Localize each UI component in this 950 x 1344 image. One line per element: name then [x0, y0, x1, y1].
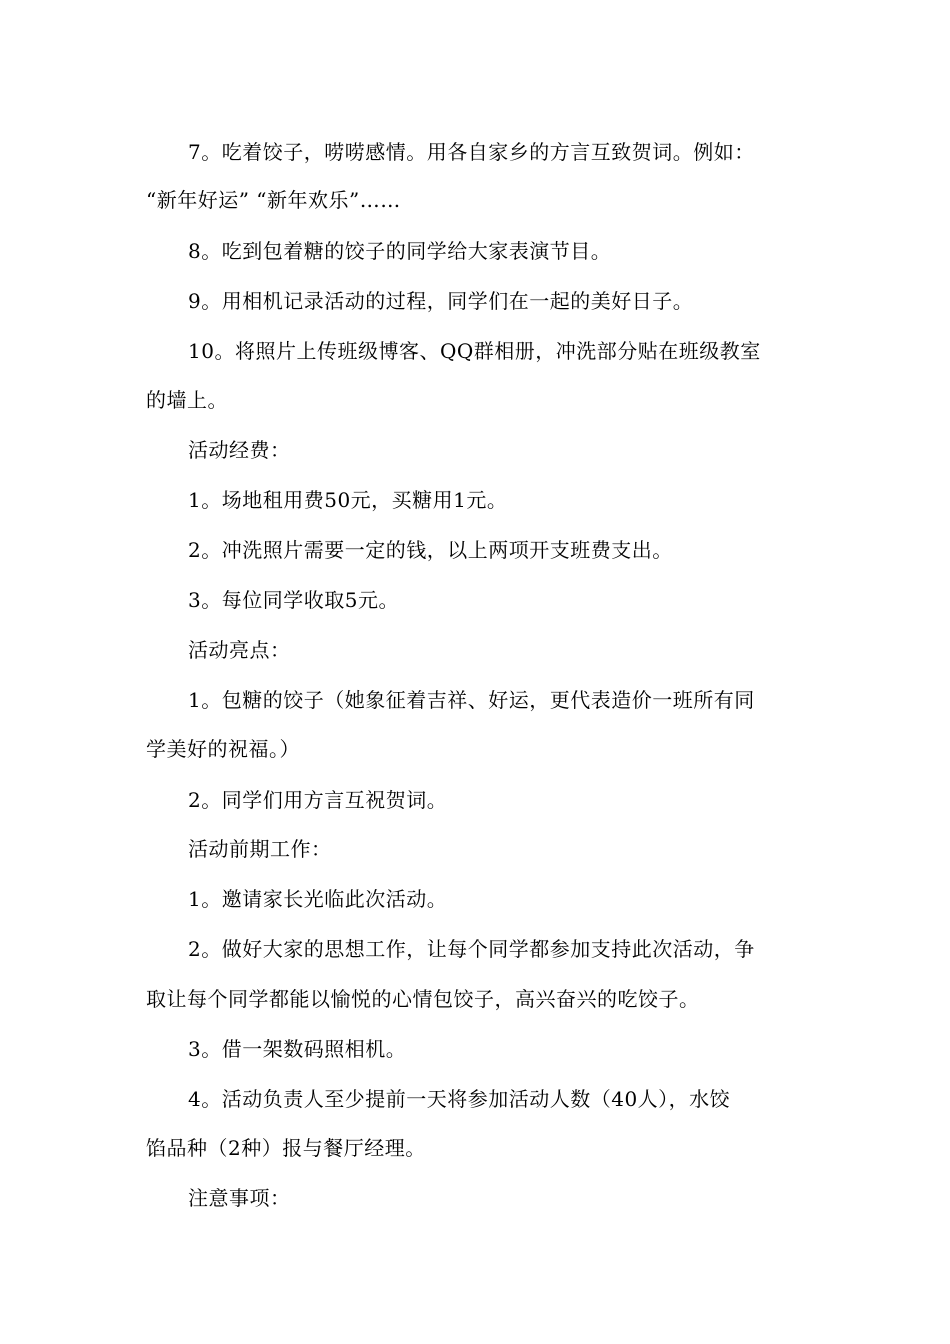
budget-item-3: 3。每位同学收取5元。 — [188, 588, 399, 612]
paragraph-item-9: 9。用相机记录活动的过程，同学们在一起的美好日子。 — [188, 289, 694, 313]
budget-item-1: 1。场地租用费50元，买糖用1元。 — [188, 488, 508, 512]
highlight-item-1-continued: 学美好的祝福。） — [146, 737, 300, 761]
highlight-item-1: 1。包糖的饺子（她象征着吉祥、好运，更代表造价一班所有同 — [188, 688, 755, 712]
preparation-item-2-continued: 取让每个同学都能以愉悦的心情包饺子，高兴奋兴的吃饺子。 — [146, 987, 700, 1011]
section-heading-budget: 活动经费： — [188, 438, 291, 462]
paragraph-item-10-continued: 的墙上。 — [146, 388, 228, 412]
paragraph-item-10: 10。将照片上传班级博客、QQ群相册，冲洗部分贴在班级教室 — [188, 339, 761, 363]
preparation-item-1: 1。邀请家长光临此次活动。 — [188, 887, 448, 911]
preparation-item-4: 4。活动负责人至少提前一天将参加活动人数（40人），水饺 — [188, 1087, 731, 1111]
paragraph-item-7: 7。吃着饺子，唠唠感情。用各自家乡的方言互致贺词。例如： — [188, 140, 755, 164]
section-heading-preparation: 活动前期工作： — [188, 837, 332, 861]
budget-item-2: 2。冲洗照片需要一定的钱，以上两项开支班费支出。 — [188, 538, 673, 562]
section-heading-notes: 注意事项： — [188, 1186, 291, 1210]
preparation-item-3: 3。借一架数码照相机。 — [188, 1037, 407, 1061]
preparation-item-2: 2。做好大家的思想工作，让每个同学都参加支持此次活动，争 — [188, 937, 755, 961]
section-heading-highlights: 活动亮点： — [188, 638, 291, 662]
highlight-item-2: 2。同学们用方言互祝贺词。 — [188, 788, 448, 812]
preparation-item-4-continued: 馅品种（2种）报与餐厅经理。 — [146, 1136, 426, 1160]
paragraph-item-7-continued: “新年好运” “新年欢乐”…… — [146, 188, 401, 212]
paragraph-item-8: 8。吃到包着糖的饺子的同学给大家表演节目。 — [188, 239, 612, 263]
